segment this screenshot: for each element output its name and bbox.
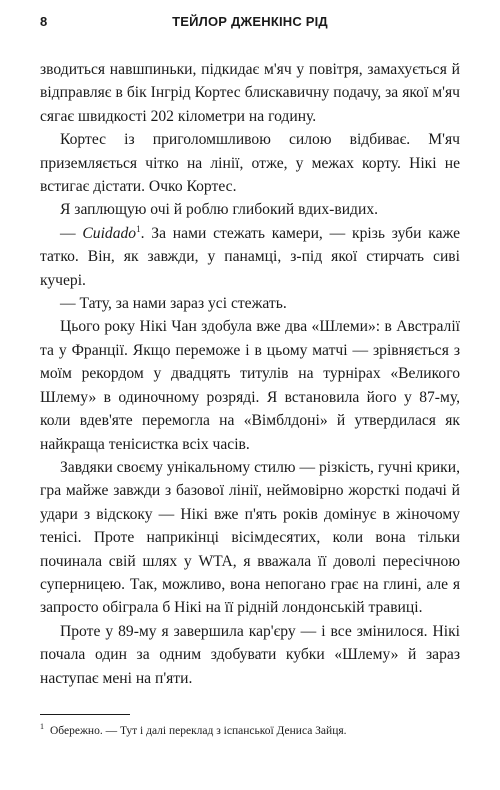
body-text (40, 58, 460, 690)
paragraph: зводиться навшпиньки, підкидає м'яч у повітря, замахується й відправляє в бік Інгрід Кортес блискавичну подачу, за якої м'яч сягає швидкості 202 кілометри на годину. (40, 61, 460, 125)
footnote-divider (40, 714, 130, 715)
paragraph: — Тату, за нами зараз усі стежать. (60, 295, 287, 313)
footnote-text: Обережно. — Тут і далі переклад з іспанської Дениса Зайця. (50, 725, 347, 737)
paragraph: Проте у 89-му я завершила кар'єру — і все змінилося. Нікі почала один за одним здобувати кубки «Шлему» й зараз наступає мені на п'яти. (40, 622, 460, 687)
dialogue-rest: . За нами стежать камери, — крізь зуби каже татко. Він, як завжди, у панамці, з-під якої стирчать сиві кучері. (40, 224, 460, 289)
paragraph: Завдяки своєму унікальному стилю — різкість, гучні крики, гра майже завжди з базової лінії, неймовірно жорсткі подачі й удари з відскоку — Нікі вже п'ять років домінує в жіночому тенісі. Проте наприкінці вісімдесятих, коли вона тільки починала свій шлях у WTA, я вважала її доволі пересічною суперницею. Так, можливо, вона непогано грає на глині, але я запросто обіграла б Нікі на її рідній лондонській травиці. (40, 458, 460, 617)
paragraph: Кортес із приголомшливою силою відбиває. М'яч приземляється чітко на лінії, отже, у межах корту. Нікі не встигає дістати. Очко Кортес. (40, 131, 460, 196)
running-title: ТЕЙЛОР ДЖЕНКІНС РІД (172, 14, 328, 29)
dash-prefix: — (60, 224, 83, 242)
dialogue-paragraph (40, 222, 460, 292)
paragraph: Цього року Нікі Чан здобула вже два «Шлеми»: в Австралії та у Франції. Якщо переможе і в цьому матчі — зрівняється з моїм рекордом у двадцять титулів на турнірах «Великого Шлему» в одиночному розряді. Я встановила його у 87-му, коли вдев'яте перемогла на «Вімблдоні» й утвердилася як найкраща тенісистка всіх часів. (40, 318, 460, 453)
footnote (40, 724, 460, 739)
foreign-word: Cuidado (82, 224, 137, 242)
footnote-ref[interactable]: 1 (136, 223, 141, 234)
paragraph: Я заплющую очі й роблю глибокий вдих-видих. (60, 201, 379, 219)
running-header (40, 14, 460, 36)
footnote-mark: 1 (40, 722, 44, 732)
page-number: 8 (40, 14, 48, 29)
